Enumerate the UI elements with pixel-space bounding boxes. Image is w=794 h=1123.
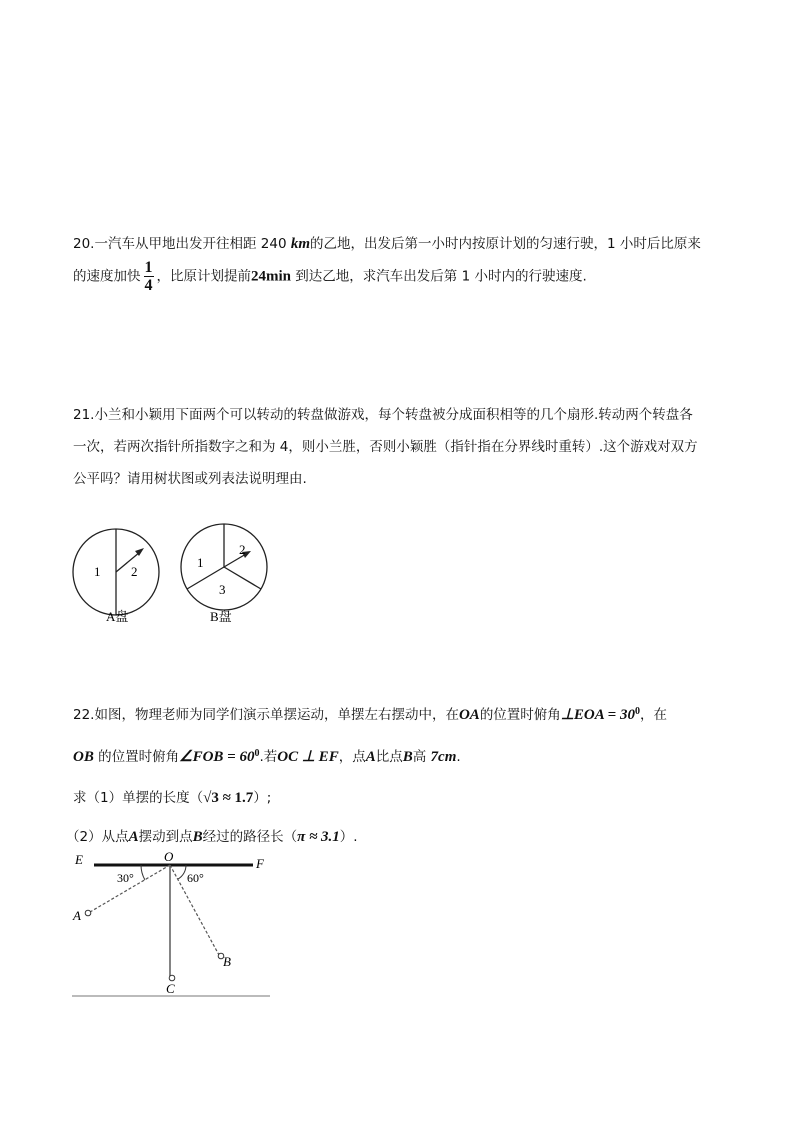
pendulum-figure — [60, 850, 280, 1000]
dial-b — [181, 524, 267, 624]
math: π ≈ 3.1 — [297, 829, 340, 845]
math: OA — [458, 707, 480, 723]
dial-label: A盘 — [106, 609, 129, 624]
math: B — [192, 829, 203, 845]
q22-line1 — [73, 703, 667, 724]
degree: 0 — [634, 705, 640, 717]
text: ，比原计划提前 — [156, 268, 251, 285]
point-label-b: B — [223, 954, 231, 969]
degree: 0 — [254, 747, 260, 759]
fraction — [144, 259, 154, 294]
q20-line1 — [73, 232, 701, 253]
text: 到达乙地，求汽车出发后第 1 小时内的行驶速度. — [291, 268, 587, 285]
math: A — [128, 829, 139, 845]
text: 高 — [412, 749, 427, 765]
text: 的乙地，出发后第一小时内按原计划的匀速行驶，1 小时后比原来 — [310, 236, 701, 252]
sector-label: 2 — [239, 542, 246, 557]
q21-line1: 21.小兰和小颖用下面两个可以转动的转盘做游戏，每个转盘被分成面积相等的几个扇形.转动两个转盘各 — [73, 407, 693, 423]
text: ，点 — [338, 749, 366, 765]
text: 比点 — [375, 749, 403, 765]
math: ∠FOB = 60 — [179, 749, 255, 765]
q21-line3: 公平吗？请用树状图或列表法说明理由. — [73, 471, 307, 487]
math: ⊥EOA = 30 — [560, 707, 635, 723]
point-label-f: F — [256, 856, 264, 871]
q20-line2 — [73, 259, 587, 294]
q22-line2 — [73, 745, 461, 766]
angle-label: 30° — [117, 871, 134, 885]
text: ）; — [253, 790, 272, 806]
point-label-o: O — [164, 850, 174, 864]
math: 7cm — [430, 749, 457, 765]
math: OB — [73, 749, 94, 765]
q22-line4 — [66, 825, 358, 846]
text: ）. — [339, 829, 358, 845]
sector-label: 1 — [94, 564, 101, 579]
unit: km — [290, 236, 310, 252]
text: 的位置时俯角 — [93, 749, 180, 765]
denominator: 4 — [144, 277, 153, 294]
q22-line3 — [73, 786, 271, 807]
text: 经过的路径长（ — [202, 829, 298, 845]
text: 22.如图，物理老师为同学们演示单摆运动，单摆左右摆动中，在 — [73, 707, 459, 723]
point-label-c: C — [166, 981, 175, 996]
value: 24min — [251, 268, 292, 285]
text: ，在 — [639, 707, 667, 723]
text: 的位置时俯角 — [479, 707, 561, 723]
point-label-a: A — [73, 908, 81, 923]
q21-line2: 一次，若两次指针所指数字之和为 4，则小兰胜，否则小颖胜（指针指在分界线时重转）.这个游戏对双方 — [73, 439, 698, 455]
text: .若 — [259, 749, 278, 765]
sector-label: 3 — [219, 582, 226, 597]
numerator: 1 — [144, 259, 153, 276]
text: 20.一汽车从甲地出发开往相距 240 — [73, 236, 291, 252]
text: 的速度加快 — [73, 268, 141, 285]
dial-label: B盘 — [210, 609, 232, 624]
math: B — [402, 749, 413, 765]
sector-label: 1 — [197, 555, 204, 570]
text: （2）从点 — [66, 829, 129, 845]
dial-a — [73, 529, 159, 624]
text: . — [456, 749, 461, 765]
angle-label: 60° — [187, 871, 204, 885]
sector-label: 2 — [131, 564, 138, 579]
spinner-figure — [60, 510, 290, 635]
text: 求（1）单摆的长度（ — [73, 790, 204, 806]
math: A — [365, 749, 376, 765]
text: 摆动到点 — [138, 829, 193, 845]
math: √3 ≈ 1.7 — [203, 790, 254, 806]
point-label-e: E — [75, 852, 83, 867]
math: OC ⊥ EF — [277, 749, 339, 765]
